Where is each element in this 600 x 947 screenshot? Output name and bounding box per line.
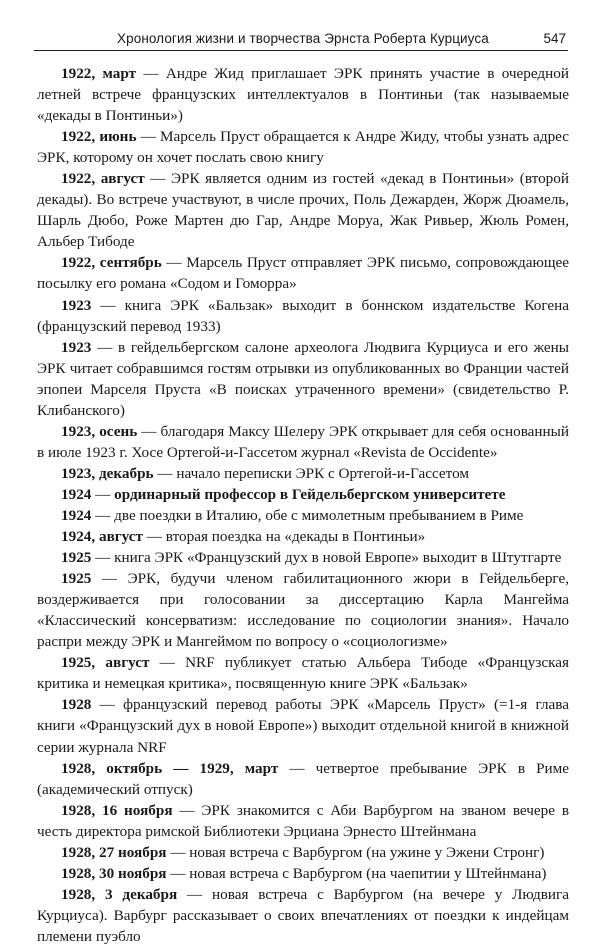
chronology-entry: 1923 — книга ЭРК «Бальзак» выходит в боннском издательстве Когена (французский перевод 1933) <box>37 296 570 335</box>
entry-date: 1923 <box>61 338 92 356</box>
entry-date: 1924 <box>61 506 92 524</box>
entry-date: 1924, август <box>61 528 143 546</box>
chronology-entry: 1922, август — ЭРК является одним из гостей «декад в Понтиньи» (второй декады). Во встрече участвуют, в числе прочих, Поль Дежарден, Жорж Дюамель, Шарль Дюбо, Роже Мартен дю Гар, Андре Моруа, Жак Ривьер, Жюль Ромен, Альбер Тибоде <box>37 170 569 251</box>
running-title: Хронология жизни и творчества Эрнста Роберта Курциуса <box>117 31 489 46</box>
entry-date: 1922, июнь <box>61 128 137 146</box>
chronology-entry: 1923, осень — благодаря Максу Шелеру ЭРК открывает для себя основанный в июле 1923 г. Хосе Ортегой-и-Гассетом журнал «Revista de Occidente» <box>37 422 569 461</box>
chronology-entry: 1923 — в гейдельбергском салоне археолога Людвига Курциуса и его жены ЭРК читает собравшимся гостям отрывки из опубликованных во Франции частей эпопеи Марселя Пруста «В поисках утраченного времени» (свидетельство Р. Клибанского) <box>37 338 570 419</box>
entry-text: новая встреча с Варбургом (на вечере у Людвига Курциуса). Варбург рассказывает о своих впечатлениях от поездки к индейцам племени пуэбло <box>37 885 570 945</box>
chronology-entry: 1922, сентябрь — Марсель Пруст отправляет ЭРК письмо, сопровождающее посылку его романа «Содом и Гоморра» <box>37 254 570 293</box>
entry-date: 1922, август <box>61 170 145 188</box>
chronology-entry: 1924, август — вторая поездка на «декады в Понтиньи» <box>61 528 426 546</box>
chronology-entry: 1928, 27 ноября — новая встреча с Варбургом (на ужине у Эжени Стронг) <box>61 843 545 861</box>
entry-date: 1928 <box>61 696 92 714</box>
chronology-entry: 1922, март — Андре Жид приглашает ЭРК принять участие в очередной летней встрече французских интеллектуалов в Понтиньи (так называемые «декады в Понтиньи») <box>37 65 570 125</box>
entry-text: четвертое пребывание ЭРК в Риме (академический отпуск) <box>37 759 570 798</box>
entry-date: 1928, 3 декабря <box>61 885 178 903</box>
chronology-entry: 1928, 3 декабря — новая встреча с Варбургом (на вечере у Людвига Курциуса). Варбург рассказывает о своих впечатлениях от поездки к индейцам племени пуэбло <box>37 885 570 945</box>
entry-date: 1925, август <box>61 654 150 672</box>
entry-text: Марсель Пруст отправляет ЭРК письмо, сопровождающее посылку его романа «Содом и Гоморра» <box>37 254 570 293</box>
entry-text: NRF публикует статью Альбера Тибоде «Французская критика и немецкая критика», посвященную книге ЭРК «Бальзак» <box>37 654 569 693</box>
entry-text: ординарный профессор в Гейдельбергском университете <box>114 485 506 503</box>
entry-text: благодаря Максу Шелеру ЭРК открывает для себя основанный в июле 1923 г. Хосе Ортегой-и-Гассетом журнал «Revista de Occidente» <box>37 422 569 461</box>
entry-text: Андре Жид приглашает ЭРК принять участие в очередной летней встрече французских интеллектуалов в Понтиньи (так называемые «декады в Понтиньи») <box>37 65 570 125</box>
entry-text: начало переписки ЭРК с Ортегой-и-Гассетом <box>176 464 470 482</box>
entry-text: новая встреча с Варбургом (на ужине у Эжени Стронг) <box>189 843 545 861</box>
page-header <box>34 28 568 51</box>
chronology-list <box>37 63 569 947</box>
entry-text: французский перевод работы ЭРК «Марсель Пруст» (=1-я глава книги «Французский дух в новой Европе») выходит отдельной книгой в книжной серии журнала NRF <box>37 696 570 756</box>
entry-date: 1925 <box>61 549 92 567</box>
chronology-entry: 1925, август — NRF публикует статью Альбера Тибоде «Французская критика и немецкая критика», посвященную книге ЭРК «Бальзак» <box>37 654 569 693</box>
chronology-entry: 1924 — две поездки в Италию, обе с мимолетным пребыванием в Риме <box>61 506 524 524</box>
entry-date: 1922, март <box>61 65 137 82</box>
entry-text: новая встреча с Варбургом (на чаепитии у Штейнмана) <box>189 864 547 882</box>
entry-date: 1924 <box>61 485 92 503</box>
entry-date: 1922, сентябрь <box>61 254 162 272</box>
chronology-entry: 1928 — французский перевод работы ЭРК «Марсель Пруст» (=1-я глава книги «Французский дух в новой Европе») выходит отдельной книгой в книжной серии журнала NRF <box>37 696 570 756</box>
chronology-entry: 1924 — ординарный профессор в Гейдельбергском университете <box>61 485 506 503</box>
entry-text: Марсель Пруст обращается к Андре Жиду, чтобы узнать адрес ЭРК, которому он хочет послать свою книгу <box>37 128 570 167</box>
entry-date: 1928, 16 ноября <box>61 801 173 819</box>
chronology-entry: 1925 — книга ЭРК «Французский дух в новой Европе» выходит в Штутгарте <box>61 549 562 567</box>
entry-date: 1923 <box>61 296 92 314</box>
chronology-entry: 1928, 30 ноября — новая встреча с Варбургом (на чаепитии у Штейнмана) <box>61 864 547 882</box>
chronology-entry: 1928, октябрь — 1929, март — четвертое пребывание ЭРК в Риме (академический отпуск) <box>37 759 570 798</box>
entry-text: ЭРК, будучи членом габилитационного жюри в Гейдельберге, воздерживается при голосовании за диссертацию Карла Мангейма «Классический консерватизм: исследование по социологии знания». Начало распри между ЭРК и Мангеймом по вопросу о «социологизме» <box>37 570 569 651</box>
entry-text: в гейдельбергском салоне археолога Людвига Курциуса и его жены ЭРК читает собравшимся гостям отрывки из опубликованных во Франции частей эпопеи Марселя Пруста «В поисках утраченного времени» (свидетельство Р. Клибанского) <box>37 338 570 419</box>
entry-date: 1928, 30 ноября <box>61 864 167 882</box>
entry-text: две поездки в Италию, обе с мимолетным пребыванием в Риме <box>114 506 524 524</box>
entry-date: 1928, 27 ноября <box>61 843 167 861</box>
entry-date: 1923, декабрь <box>61 464 154 482</box>
entry-text: ЭРК является одним из гостей «декад в Понтиньи» (второй декады). Во встрече участвуют, в числе прочих, Поль Дежарден, Жорж Дюамель, Шарль Дюбо, Роже Мартен дю Гар, Андре Моруа, Жак Ривьер, Жюль Ромен, Альбер Тибоде <box>37 170 569 251</box>
chronology-entry: 1925 — ЭРК, будучи членом габилитационного жюри в Гейдельберге, воздерживается при голосовании за диссертацию Карла Мангейма «Классический консерватизм: исследование по социологии знания». Начало распри между ЭРК и Мангеймом по вопросу о «социологизме» <box>37 570 569 651</box>
entry-text: книга ЭРК «Французский дух в новой Европе» выходит в Штутгарте <box>114 549 562 567</box>
entry-date: 1925 <box>61 570 92 588</box>
chronology-entry: 1928, 16 ноября — ЭРК знакомится с Аби Варбургом на званом вечере в честь директора римской Библиотеки Эрциана Эрнесто Штейнмана <box>37 801 569 840</box>
entry-text: вторая поездка на «декады в Понтиньи» <box>165 528 426 546</box>
entry-text: ЭРК знакомится с Аби Варбургом на званом вечере в честь директора римской Библиотеки Эрциана Эрнесто Штейнмана <box>37 801 569 840</box>
entry-date: 1928, октябрь — 1929, март <box>61 759 279 777</box>
entry-date: 1923, осень <box>61 422 138 440</box>
chronology-entry: 1922, июнь — Марсель Пруст обращается к Андре Жиду, чтобы узнать адрес ЭРК, которому он хочет послать свою книгу <box>37 128 570 167</box>
entry-text: книга ЭРК «Бальзак» выходит в боннском издательстве Когена (французский перевод 1933) <box>37 296 570 335</box>
chronology-entry: 1923, декабрь — начало переписки ЭРК с Ортегой-и-Гассетом <box>61 464 470 482</box>
page-number: 547 <box>543 31 566 46</box>
